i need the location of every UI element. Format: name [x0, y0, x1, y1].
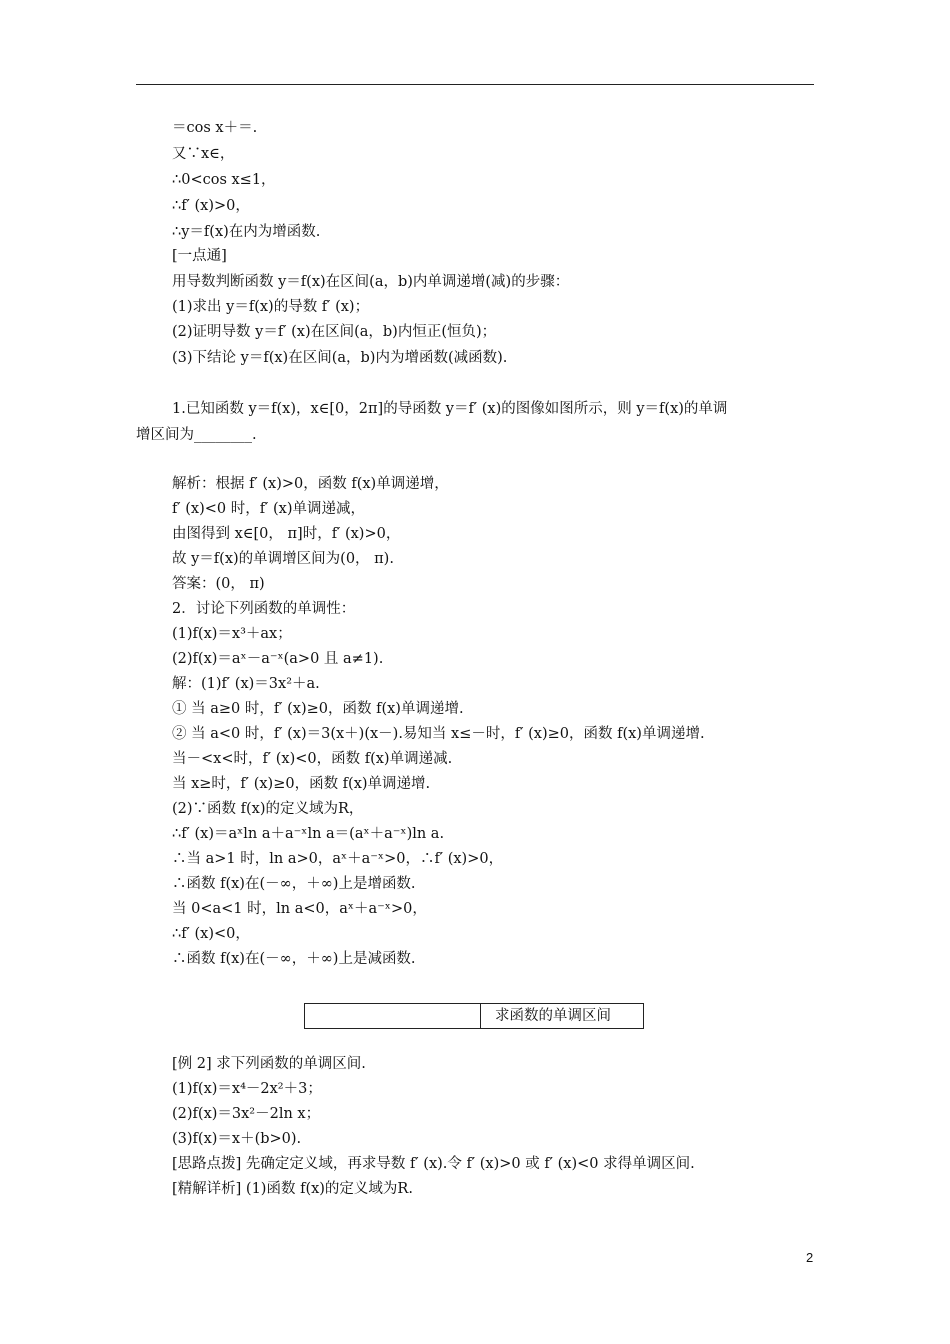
line-21: ① 当 a≥0 时，f′ (x)≥0，函数 f(x)单调递增. [172, 701, 464, 717]
line-2: ∴0<cos x≤1， [172, 172, 276, 188]
line-25: (2)∵函数 f(x)的定义域为R， [172, 801, 364, 817]
line-14: 由图得到 x∈[0， π]时，f′ (x)>0， [172, 526, 401, 542]
line-26: ∴f′ (x)＝aˣln a＋a⁻ˣln a＝(aˣ＋a⁻ˣ)ln a. [172, 826, 445, 842]
header-rule [136, 84, 814, 85]
line-20: 解：(1)f′ (x)＝3x²＋a. [172, 676, 320, 692]
line-16: 答案：(0， π) [172, 576, 265, 592]
section-heading-box [304, 1003, 644, 1029]
line-37: [精解详析] (1)函数 f(x)的定义域为R. [172, 1181, 413, 1197]
line-8: (2)证明导数 y＝f′ (x)在区间(a，b)内恒正(恒负)； [172, 324, 497, 340]
line-36: [思路点拨] 先确定定义域，再求导数 f′ (x).令 f′ (x)>0 或 f′ (x)<0 求得单调区间. [172, 1156, 695, 1172]
line-23: 当－<x<时，f′ (x)<0，函数 f(x)单调递减. [172, 751, 453, 767]
line-9: (3)下结论 y＝f(x)在区间(a，b)内为增函数(减函数). [172, 350, 508, 366]
line-31: ∴函数 f(x)在(－∞，＋∞)上是减函数. [172, 951, 416, 967]
line-34: (2)f(x)＝3x²－2ln x； [172, 1106, 321, 1122]
line-13: f′ (x)<0 时，f′ (x)单调递减， [172, 501, 366, 517]
line-6: 用导数判断函数 y＝f(x)在区间(a，b)内单调递增(减)的步骤： [172, 274, 570, 290]
line-19: (2)f(x)＝aˣ－a⁻ˣ(a>0 且 a≠1). [172, 651, 384, 667]
line-15: 故 y＝f(x)的单调增区间为(0， π). [172, 551, 394, 567]
line-27: ∴当 a>1 时，ln a>0，aˣ＋a⁻ˣ>0，∴f′ (x)>0， [172, 851, 504, 867]
line-28: ∴函数 f(x)在(－∞，＋∞)上是增函数. [172, 876, 416, 892]
line-18: (1)f(x)＝x³＋ax； [172, 626, 292, 642]
line-10: 1.已知函数 y＝f(x)，x∈[0，2π]的导函数 y＝f′ (x)的图像如图所示，则 y＝f(x)的单调 [172, 401, 728, 417]
line-3: ∴f′ (x)>0， [172, 198, 250, 214]
line-22: ② 当 a<0 时，f′ (x)＝3(x＋)(x－).易知当 x≤－时，f′ (x)≥0，函数 f(x)单调递增. [172, 726, 705, 742]
line-5: [一点通] [172, 248, 227, 264]
section-heading-text: 求函数的单调区间 [495, 1008, 611, 1024]
line-35: (3)f(x)＝x＋(b>0). [172, 1131, 302, 1147]
line-0: ＝cos x＋＝. [172, 120, 258, 136]
line-17: 2．讨论下列函数的单调性： [172, 601, 356, 617]
line-12: 解析：根据 f′ (x)>0，函数 f(x)单调递增， [172, 476, 449, 492]
line-29: 当 0<a<1 时，ln a<0，aˣ＋a⁻ˣ>0， [172, 901, 427, 917]
line-1: 又∵x∈， [172, 146, 235, 162]
line-4: ∴y＝f(x)在内为增函数. [172, 224, 321, 240]
line-11: 增区间为________. [136, 427, 257, 443]
page-number: 2 [806, 1250, 814, 1265]
line-7: (1)求出 y＝f(x)的导数 f′ (x)； [172, 299, 370, 315]
line-33: (1)f(x)＝x⁴－2x²＋3； [172, 1081, 322, 1097]
line-32: [例 2] 求下列函数的单调区间. [172, 1056, 366, 1072]
line-30: ∴f′ (x)<0， [172, 926, 250, 942]
section-heading-blank-cell [305, 1004, 481, 1028]
line-24: 当 x≥时，f′ (x)≥0，函数 f(x)单调递增. [172, 776, 431, 792]
